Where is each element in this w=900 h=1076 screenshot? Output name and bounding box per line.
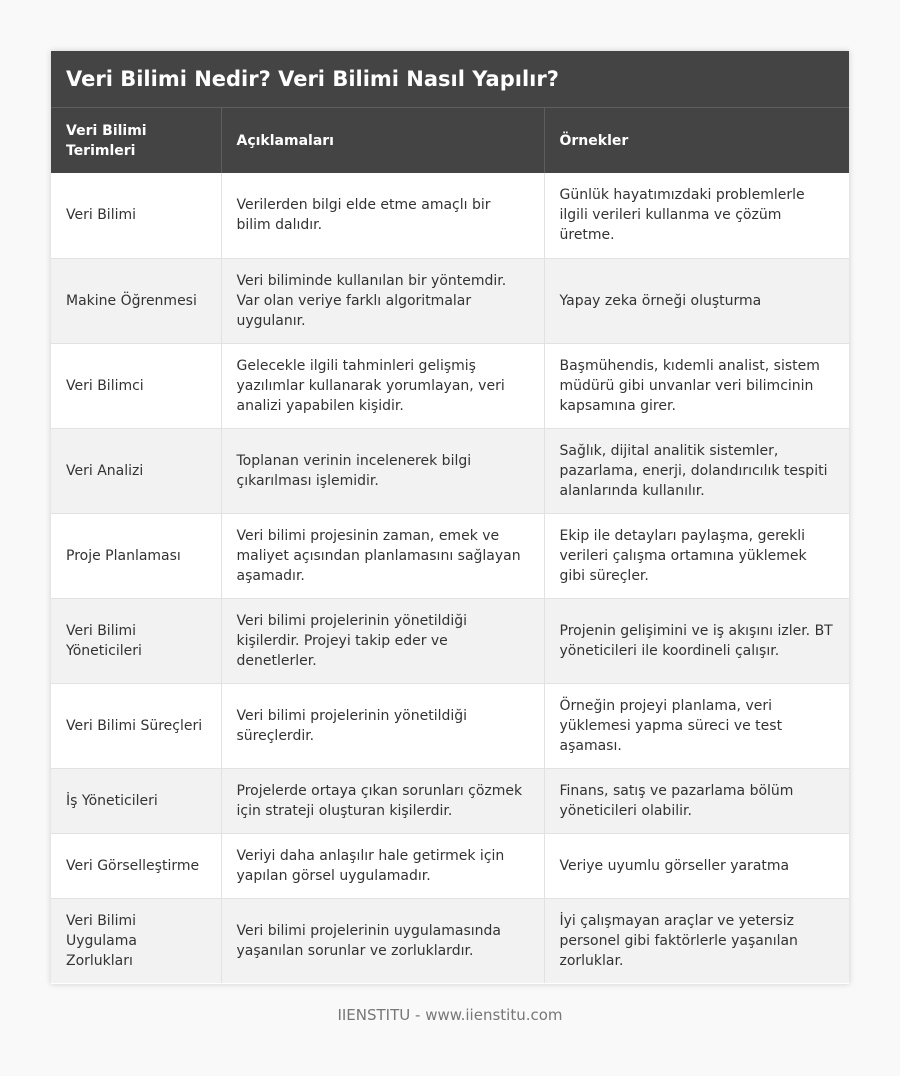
term-cell: Veri Bilimci (51, 343, 221, 428)
table-row (51, 258, 849, 343)
terms-table (51, 108, 849, 983)
term-cell: Veri Bilimi Süreçleri (51, 683, 221, 768)
description-cell: Gelecekle ilgili tahminleri gelişmiş yazılımlar kullanarak yorumlayan, veri analizi yapabilen kişidir. (221, 343, 544, 428)
table-row (51, 343, 849, 428)
description-cell: Veri bilimi projelerinin uygulamasında yaşanılan sorunlar ve zorluklardır. (221, 898, 544, 983)
term-cell: Veri Bilimi Uygulama Zorlukları (51, 898, 221, 983)
description-cell: Veri bilimi projesinin zaman, emek ve maliyet açısından planlamasını sağlayan aşamadır. (221, 513, 544, 598)
table-row (51, 683, 849, 768)
header-descriptions: Açıklamaları (221, 108, 544, 173)
example-cell: İyi çalışmayan araçlar ve yetersiz personel gibi faktörlerle yaşanılan zorluklar. (544, 898, 849, 983)
table-row (51, 428, 849, 513)
table-row (51, 833, 849, 898)
table-row (51, 768, 849, 833)
example-cell: Sağlık, dijital analitik sistemler, pazarlama, enerji, dolandırıcılık tespiti alanlarında kullanılır. (544, 428, 849, 513)
term-cell: Veri Bilimi (51, 173, 221, 258)
table-title: Veri Bilimi Nedir? Veri Bilimi Nasıl Yapılır? (51, 51, 849, 108)
table-row (51, 513, 849, 598)
term-cell: Proje Planlaması (51, 513, 221, 598)
table-row (51, 173, 849, 258)
description-cell: Projelerde ortaya çıkan sorunları çözmek için strateji oluşturan kişilerdir. (221, 768, 544, 833)
description-cell: Veri biliminde kullanılan bir yöntemdir. Var olan veriye farklı algoritmalar uygulanır. (221, 258, 544, 343)
example-cell: Örneğin projeyi planlama, veri yüklemesi yapma süreci ve test aşaması. (544, 683, 849, 768)
example-cell: Günlük hayatımızdaki problemlerle ilgili verileri kullanma ve çözüm üretme. (544, 173, 849, 258)
example-cell: Finans, satış ve pazarlama bölüm yöneticileri olabilir. (544, 768, 849, 833)
description-cell: Toplanan verinin incelenerek bilgi çıkarılması işlemidir. (221, 428, 544, 513)
term-cell: Veri Bilimi Yöneticileri (51, 598, 221, 683)
content-card (51, 51, 849, 984)
example-cell: Ekip ile detayları paylaşma, gerekli verileri çalışma ortamına yüklemek gibi süreçler. (544, 513, 849, 598)
description-cell: Verilerden bilgi elde etme amaçlı bir bilim dalıdır. (221, 173, 544, 258)
header-examples: Örnekler (544, 108, 849, 173)
example-cell: Projenin gelişimini ve iş akışını izler. BT yöneticileri ile koordineli çalışır. (544, 598, 849, 683)
table-row (51, 598, 849, 683)
term-cell: Veri Analizi (51, 428, 221, 513)
term-cell: Veri Görselleştirme (51, 833, 221, 898)
header-row (51, 108, 849, 173)
term-cell: Makine Öğrenmesi (51, 258, 221, 343)
description-cell: Veri bilimi projelerinin yönetildiği süreçlerdir. (221, 683, 544, 768)
table-row (51, 898, 849, 983)
description-cell: Veriyi daha anlaşılır hale getirmek için yapılan görsel uygulamadır. (221, 833, 544, 898)
example-cell: Veriye uyumlu görseller yaratma (544, 833, 849, 898)
term-cell: İş Yöneticileri (51, 768, 221, 833)
example-cell: Başmühendis, kıdemli analist, sistem müdürü gibi unvanlar veri bilimcinin kapsamına girer. (544, 343, 849, 428)
description-cell: Veri bilimi projelerinin yönetildiği kişilerdir. Projeyi takip eder ve denetlerler. (221, 598, 544, 683)
header-terms: Veri Bilimi Terimleri (51, 108, 221, 173)
site-footer: IIENSTITU - www.iienstitu.com (337, 1006, 563, 1024)
example-cell: Yapay zeka örneği oluşturma (544, 258, 849, 343)
